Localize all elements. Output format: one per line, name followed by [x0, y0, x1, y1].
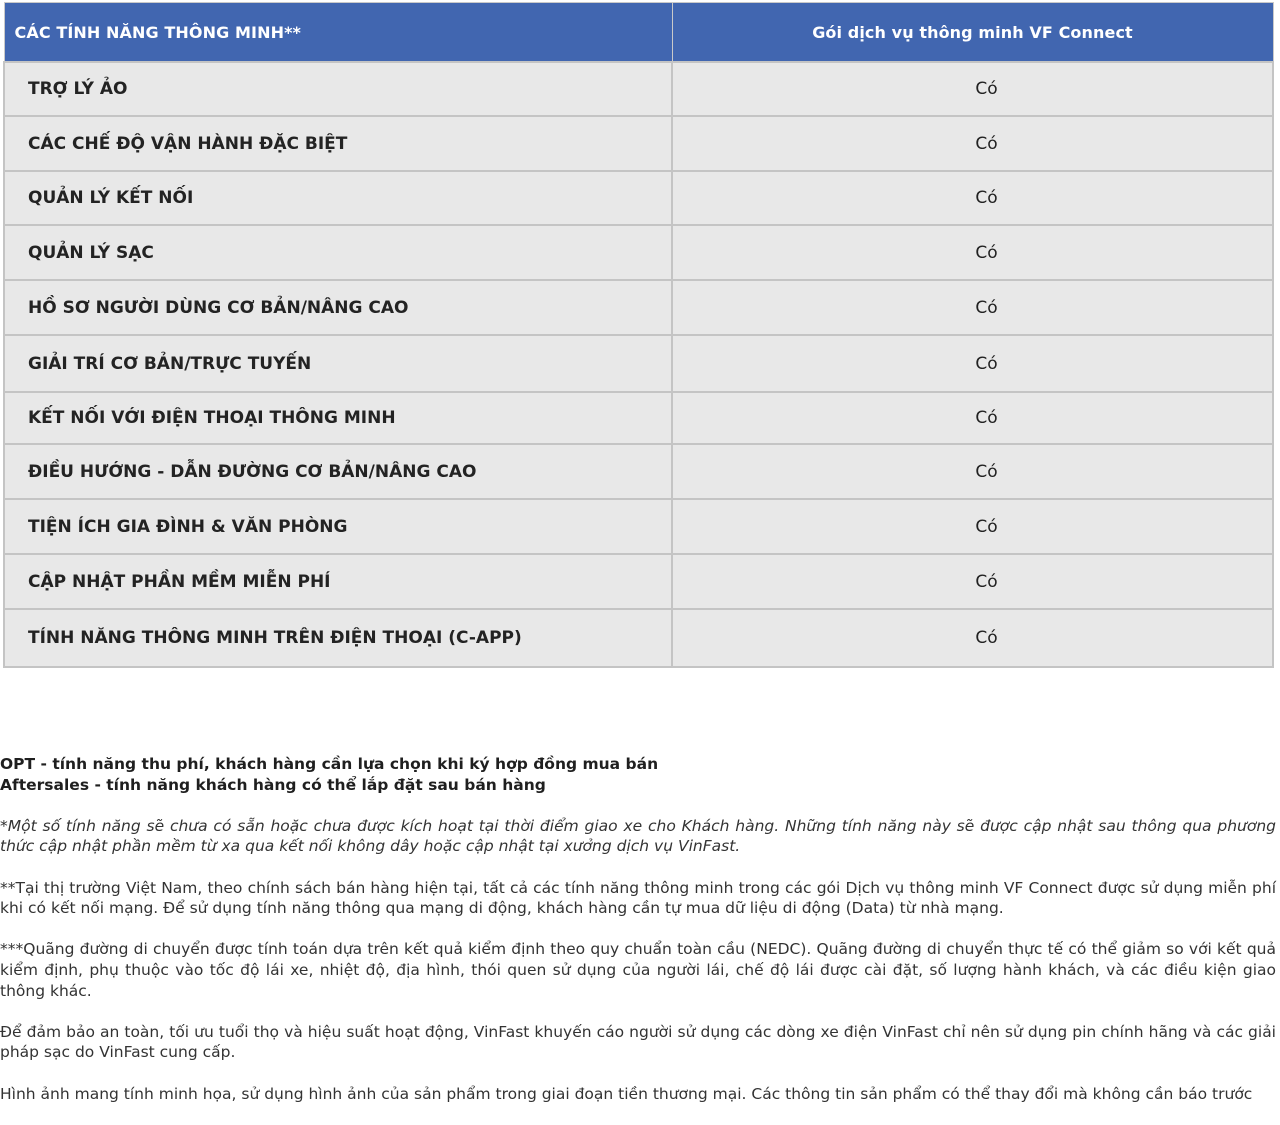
table-row [4, 392, 1273, 444]
feature-name-cell: TRỢ LÝ ẢO [4, 62, 672, 116]
footnotes [0, 754, 1276, 1125]
table-header-row [4, 3, 1273, 63]
table-row [4, 444, 1273, 499]
legend-aftersales: Aftersales - tính năng khách hàng có thể lắp đặt sau bán hàng [0, 775, 546, 794]
features-table [3, 2, 1274, 668]
note-triple-asterisk: ***Quãng đường di chuyển được tính toán dựa trên kết quả kiểm định theo quy chuẩn toàn cầu (NEDC). Quãng đường di chuyển thực tế có thể giảm so với kết quả kiểm định, phụ thuộc vào tốc độ lái xe, nhiệt độ, địa hình, thói quen sử dụng của người lái, chế độ lái được cài đặt, số lượng hành khách, và các điều kiện giao thông khác. [0, 940, 1276, 1000]
note-single-asterisk: *Một số tính năng sẽ chưa có sẵn hoặc chưa được kích hoạt tại thời điểm giao xe cho Khách hàng. Những tính năng này sẽ được cập nhật sau thông qua phương thức cập nhật phần mềm từ xa qua kết nối không dây hoặc cập nhật tại xưởng dịch vụ VinFast. [0, 816, 1276, 856]
table-row [4, 62, 1273, 116]
table-row [4, 609, 1273, 667]
table-row [4, 335, 1273, 392]
feature-availability-cell: Có [672, 280, 1273, 335]
feature-availability-cell: Có [672, 444, 1273, 499]
table-row [4, 280, 1273, 335]
table-row [4, 116, 1273, 171]
feature-availability-cell: Có [672, 225, 1273, 280]
feature-name-cell: CÁC CHẾ ĐỘ VẬN HÀNH ĐẶC BIỆT [4, 116, 672, 171]
feature-availability-cell: Có [672, 62, 1273, 116]
feature-name-cell: HỒ SƠ NGƯỜI DÙNG CƠ BẢN/NÂNG CAO [4, 280, 672, 335]
table-row [4, 499, 1273, 554]
feature-name-cell: KẾT NỐI VỚI ĐIỆN THOẠI THÔNG MINH [4, 392, 672, 444]
feature-availability-cell: Có [672, 392, 1273, 444]
note-double-asterisk: **Tại thị trường Việt Nam, theo chính sách bán hàng hiện tại, tất cả các tính năng thông minh trong các gói Dịch vụ thông minh VF Connect được sử dụng miễn phí khi có kết nối mạng. Để sử dụng tính năng thông qua mạng di động, khách hàng cần tự mua dữ liệu di động (Data) từ nhà mạng. [0, 878, 1276, 918]
feature-name-cell: GIẢI TRÍ CƠ BẢN/TRỰC TUYẾN [4, 335, 672, 392]
table-row [4, 171, 1273, 225]
feature-availability-cell: Có [672, 499, 1273, 554]
disclaimer: Hình ảnh mang tính minh họa, sử dụng hình ảnh của sản phẩm trong giai đoạn tiền thương mại. Các thông tin sản phẩm có thể thay đổi mà không cần báo trước [0, 1084, 1253, 1103]
table-row [4, 225, 1273, 280]
feature-availability-cell: Có [672, 116, 1273, 171]
feature-name-cell: TIỆN ÍCH GIA ĐÌNH & VĂN PHÒNG [4, 499, 672, 554]
header-features: CÁC TÍNH NĂNG THÔNG MINH** [4, 3, 672, 63]
legend [0, 754, 1276, 795]
table-body [4, 62, 1273, 667]
feature-name-cell: QUẢN LÝ SẠC [4, 225, 672, 280]
feature-availability-cell: Có [672, 554, 1273, 609]
feature-availability-cell: Có [672, 171, 1273, 225]
feature-availability-cell: Có [672, 335, 1273, 392]
safety-note: Để đảm bảo an toàn, tối ưu tuổi thọ và hiệu suất hoạt động, VinFast khuyến cáo người sử dụng các dòng xe điện VinFast chỉ nên sử dụng pin chính hãng và các giải pháp sạc do VinFast cung cấp. [0, 1022, 1276, 1062]
feature-availability-cell: Có [672, 609, 1273, 667]
feature-name-cell: CẬP NHẬT PHẦN MỀM MIỄN PHÍ [4, 554, 672, 609]
feature-name-cell: ĐIỀU HƯỚNG - DẪN ĐƯỜNG CƠ BẢN/NÂNG CAO [4, 444, 672, 499]
feature-name-cell: TÍNH NĂNG THÔNG MINH TRÊN ĐIỆN THOẠI (C-APP) [4, 609, 672, 667]
feature-name-cell: QUẢN LÝ KẾT NỐI [4, 171, 672, 225]
table-row [4, 554, 1273, 609]
legend-opt: OPT - tính năng thu phí, khách hàng cần lựa chọn khi ký hợp đồng mua bán [0, 755, 659, 773]
header-vf-connect: Gói dịch vụ thông minh VF Connect [672, 3, 1273, 63]
